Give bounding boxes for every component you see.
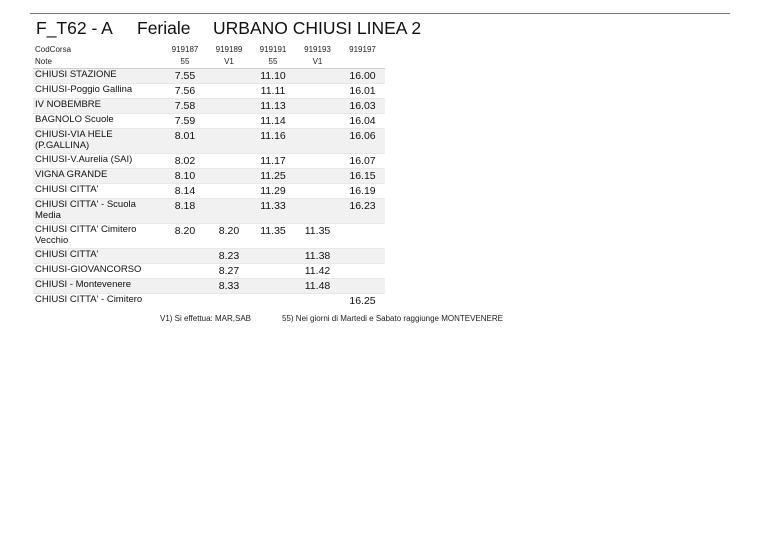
departure-time: 11.42	[295, 264, 340, 279]
departure-time: 8.27	[207, 264, 251, 279]
stop-name: CHIUSI CITTA'	[33, 249, 163, 264]
departure-time	[340, 249, 385, 264]
departure-time	[295, 84, 340, 99]
note-55: 55) Nei giorni di Martedi e Sabato raggiunge MONTEVENERE	[282, 314, 503, 323]
departure-time: 8.33	[207, 279, 251, 294]
table-row	[33, 154, 385, 169]
departure-time	[295, 294, 340, 309]
departure-time	[207, 184, 251, 199]
stop-name: CHIUSI-GIOVANCORSO	[33, 264, 163, 279]
run-note: V1	[295, 56, 340, 69]
departure-time: 11.29	[251, 184, 295, 199]
departure-time	[207, 129, 251, 154]
table-row	[33, 249, 385, 264]
stop-name: CHIUSI CITTA' - Scuola Media	[33, 199, 163, 224]
departure-time: 11.16	[251, 129, 295, 154]
departure-time	[163, 279, 207, 294]
departure-time: 8.01	[163, 129, 207, 154]
departure-time: 11.25	[251, 169, 295, 184]
departure-time: 8.23	[207, 249, 251, 264]
departure-time	[251, 264, 295, 279]
stop-name: CHIUSI - Montevenere	[33, 279, 163, 294]
run-code: 919189	[215, 45, 243, 54]
departure-time: 16.25	[349, 295, 376, 307]
departure-time: 16.00	[340, 69, 385, 84]
departure-time: 8.20	[207, 224, 251, 249]
run-note: 55	[251, 56, 295, 69]
departure-time	[295, 129, 340, 154]
top-rule	[30, 13, 730, 14]
table-row	[33, 169, 385, 184]
departure-time: 11.14	[251, 114, 295, 129]
stop-name: CHIUSI-V.Aurelia (SAI)	[33, 154, 163, 169]
table-row	[33, 224, 385, 249]
departure-time: 11.35	[295, 224, 340, 249]
departure-time: 16.06	[340, 129, 385, 154]
departure-time: 11.13	[251, 99, 295, 114]
note-label: Note	[33, 56, 163, 69]
departure-time	[163, 264, 207, 279]
departure-time	[295, 184, 340, 199]
departure-time	[340, 264, 385, 279]
table-row	[33, 199, 385, 224]
departure-time	[207, 294, 251, 309]
table-row	[33, 264, 385, 279]
departure-time	[163, 249, 207, 264]
table-row	[33, 129, 385, 154]
departure-time: 8.14	[163, 184, 207, 199]
departure-time	[251, 249, 295, 264]
departure-time: 16.04	[340, 114, 385, 129]
departure-time	[340, 279, 385, 294]
codcorsa-row	[33, 44, 385, 56]
table-row	[33, 279, 385, 294]
stop-name: CHIUSI CITTA' Cimitero Vecchio	[33, 224, 163, 249]
table-row	[33, 114, 385, 129]
departure-time	[295, 169, 340, 184]
departure-time	[207, 69, 251, 84]
stop-name: IV NOBEMBRE	[33, 99, 163, 114]
departure-time	[340, 224, 385, 249]
run-code: 919197	[349, 45, 376, 54]
stop-name: VIGNA GRANDE	[33, 169, 163, 184]
stop-name: BAGNOLO Scuole	[33, 114, 163, 129]
departure-time	[295, 154, 340, 169]
table-row	[33, 99, 385, 114]
departure-time: 7.56	[163, 84, 207, 99]
departure-time	[207, 99, 251, 114]
run-note	[340, 56, 385, 69]
departure-time	[295, 99, 340, 114]
departure-time: 11.17	[251, 154, 295, 169]
departure-time: 16.15	[340, 169, 385, 184]
stop-name: CHIUSI-VIA HELE (P.GALLINA)	[33, 129, 163, 154]
run-note: V1	[207, 56, 251, 69]
table-row	[33, 69, 385, 84]
table-row	[33, 84, 385, 99]
stop-name: CHIUSI STAZIONE	[33, 69, 163, 84]
timetable	[33, 44, 385, 308]
run-code: 919193	[304, 45, 331, 54]
run-code: 919187	[171, 45, 199, 54]
departure-time	[163, 294, 207, 309]
departure-time: 16.23	[340, 199, 385, 224]
departure-time: 16.07	[340, 154, 385, 169]
departure-time: 11.38	[295, 249, 340, 264]
departure-time: 8.18	[163, 199, 207, 224]
departure-time	[251, 279, 295, 294]
stop-name: CHIUSI-Poggio Gallina	[33, 84, 163, 99]
departure-time	[207, 154, 251, 169]
departure-time: 7.55	[163, 69, 207, 84]
departure-time	[207, 114, 251, 129]
departure-time: 11.48	[295, 279, 340, 294]
departure-time: 8.20	[163, 224, 207, 249]
run-code: 919191	[259, 45, 287, 54]
departure-time: 7.58	[163, 99, 207, 114]
departure-time	[207, 169, 251, 184]
departure-time	[295, 114, 340, 129]
departure-time: 16.19	[340, 184, 385, 199]
departure-time	[295, 69, 340, 84]
departure-time: 8.10	[163, 169, 207, 184]
note-v1: V1) Si effettua: MAR,SAB	[160, 314, 252, 323]
departure-time: 7.59	[163, 114, 207, 129]
departure-time: 11.11	[251, 84, 295, 99]
departure-time: 11.10	[251, 69, 295, 84]
day-type: Feriale	[137, 18, 191, 38]
departure-time	[251, 294, 295, 309]
stop-name: CHIUSI CITTA'	[33, 184, 163, 199]
note-row	[33, 56, 385, 69]
departure-time	[295, 199, 340, 224]
departure-time	[207, 84, 251, 99]
departure-time: 8.02	[163, 154, 207, 169]
departure-time: 16.03	[340, 99, 385, 114]
stop-name: CHIUSI CITTA' - Cimitero	[35, 294, 143, 305]
departure-time: 11.35	[251, 224, 295, 249]
departure-time	[207, 199, 251, 224]
table-row	[33, 184, 385, 199]
table-row	[33, 294, 385, 309]
departure-time: 16.01	[340, 84, 385, 99]
line-name: URBANO CHIUSI LINEA 2	[213, 18, 422, 38]
departure-time: 11.33	[251, 199, 295, 224]
run-note: 55	[163, 56, 207, 69]
timetable-code: F_T62 - A	[36, 18, 113, 38]
codcorsa-label: CodCorsa	[35, 45, 72, 54]
